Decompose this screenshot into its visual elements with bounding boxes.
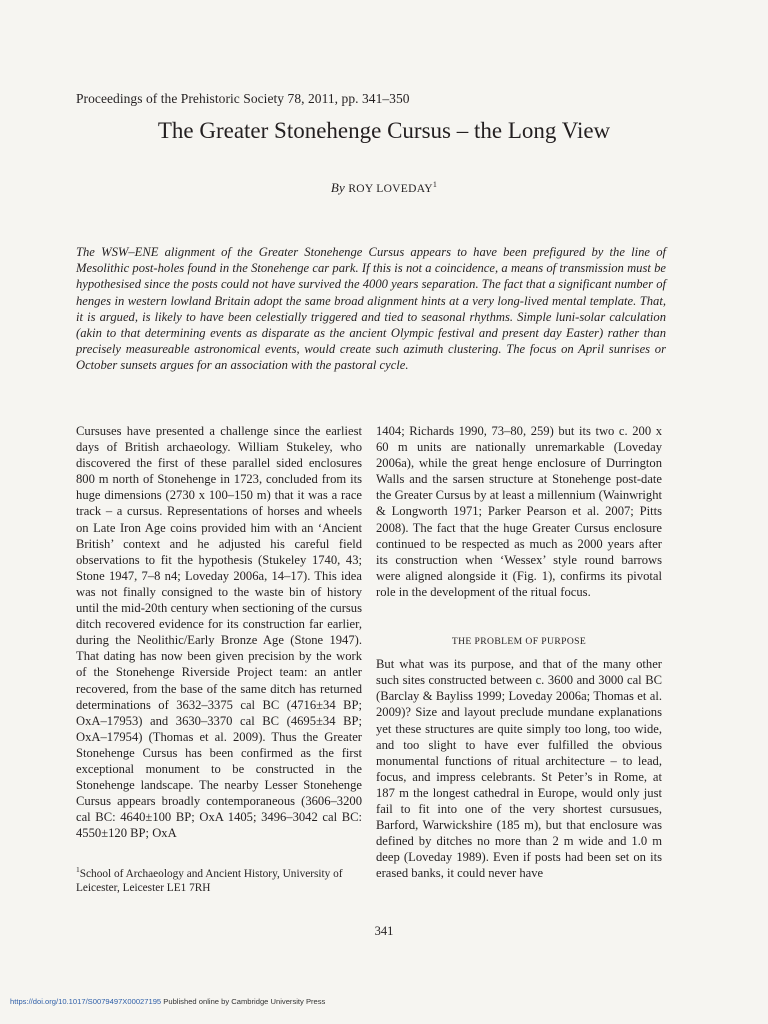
doi-footer [10,997,325,1006]
author-name: ROY LOVEDAY [348,183,433,195]
body-column-right [376,423,662,881]
body-paragraph: Cursuses have presented a challenge since the earliest days of British archaeology. William Stukeley, who discovered the first of these parallel sided enclosures 800 m north of Stonehenge in 1723, concluded from its huge dimensions (2730 x 100–150 m) that it was a race track – a cursus. Representations of horses and wheels on Late Iron Age coins provided him with an ‘Ancient British’ context and he adjusted his careful field observations to fit the hypothesis (Stukeley 1740, 43; Stone 1947, 7–8 n4; Loveday 2006a, 14–17). This idea was not finally consigned to the waste bin of history until the mid-20th century when sectioning of the cursus ditch recovered evidence for its construction far earlier, during the Neolithic/Early Bronze Age (Stone 1947). That dating has now been given precision by the work of the Stonehenge Riverside Project team: an antler recovered, from the base of the same ditch has returned determinations of 3632–3375 cal BC (4716±34 BP; OxA–17953) and 3630–3370 cal BC (4695±34 BP; OxA–17954) (Thomas et al. 2009). Thus the Greater Stonehenge Cursus has been confirmed as the first exceptional monument to be constructed in the Stonehenge landscape. The nearby Lesser Stonehenge Cursus appears broadly contemporaneous (3606–3200 cal BC: 4640±100 BP; OxA 1405; 3496–3042 cal BC: 4550±120 BP; OxA [76,424,362,841]
footnote-mark: 1 [76,865,80,875]
section-heading: THE PROBLEM OF PURPOSE [451,636,587,648]
journal-citation: Proceedings of the Prehistoric Society 78, 2011, pp. 341–350 [76,91,410,106]
body-paragraph: But what was its purpose, and that of the many other such sites constructed between c. 3600 and 3000 cal BC (Barclay & Bayliss 1999; Loveday 2006a; Thomas et al. 2009)? Size and layout preclude mundane explanations yet these structures are quite simply too long, too wide, and too slight to have ever fulfilled the obvious monumental functions of ritual architecture – to lead, focus, and impress celebrants. St Peter’s in Rome, at 187 m the longest cathedral in Europe, would only just fail to fit into one of the very shortest cursusues, Barford, Warwickshire (185 m), but that enclosure was defined by ditches no more than 2 m wide and 1.0 m deep (Loveday 1989). Even if posts had been set on its erased banks, it could never have [376,657,662,881]
page-number: 341 [374,924,394,938]
by-label: By [330,180,346,195]
body-paragraph: 1404; Richards 1990, 73–80, 259) but its two c. 200 x 60 m units are nationally unremarkable (Loveday 2006a), while the great henge enclosure of Durrington Walls and the sarsen structure at Stonehenge post-date the Greater Cursus by at least a millennium (Wainwright & Longworth 1971; Parker Pearson et al. 2007; Pitts 2008). The fact that the huge Greater Cursus enclosure continued to be respected as much as 2000 years after its construction when ‘Wessex’ style round barrows were aligned alongside it (Fig. 1), confirms its pivotal role in the development of the ritual focus. [376,424,662,599]
author-affiliation-footnote [76,867,366,896]
abstract: The WSW–ENE alignment of the Greater Stonehenge Cursus appears to have been prefigured by the line of Mesolithic post-holes found in the Stonehenge car park. If this is not a coincidence, a means of transmission must be hypothesised since the posts could not have survived the 4000 years separation. The fact that a significant number of henges in western lowland Britain adopt the same broad alignment hints at a very long-lived mental template. That, it is argued, is likely to have been celestially triggered and tied to seasonal rhythms. Simple luni-solar calculation (akin to that determining events as disparate as the ancient Olympic festival and present day Easter) rather than precisely measureable astronomical events, would create such azimuth clustering. The focus on April sunrises or October sunsets argues for an association with the pastoral cycle. [76,245,666,373]
byline [0,180,768,196]
publisher-note: Published online by Cambridge University Press [161,997,326,1006]
author-footnote-mark: 1 [432,180,438,190]
footnote-text: School of Archaeology and Ancient History, University of Leicester, Leicester LE1 7RH [76,868,343,895]
doi-link[interactable]: https://doi.org/10.1017/S0079497X00027195 [10,997,162,1006]
body-column-left [76,423,362,841]
article-title: The Greater Stonehenge Cursus – the Long View [157,118,611,143]
